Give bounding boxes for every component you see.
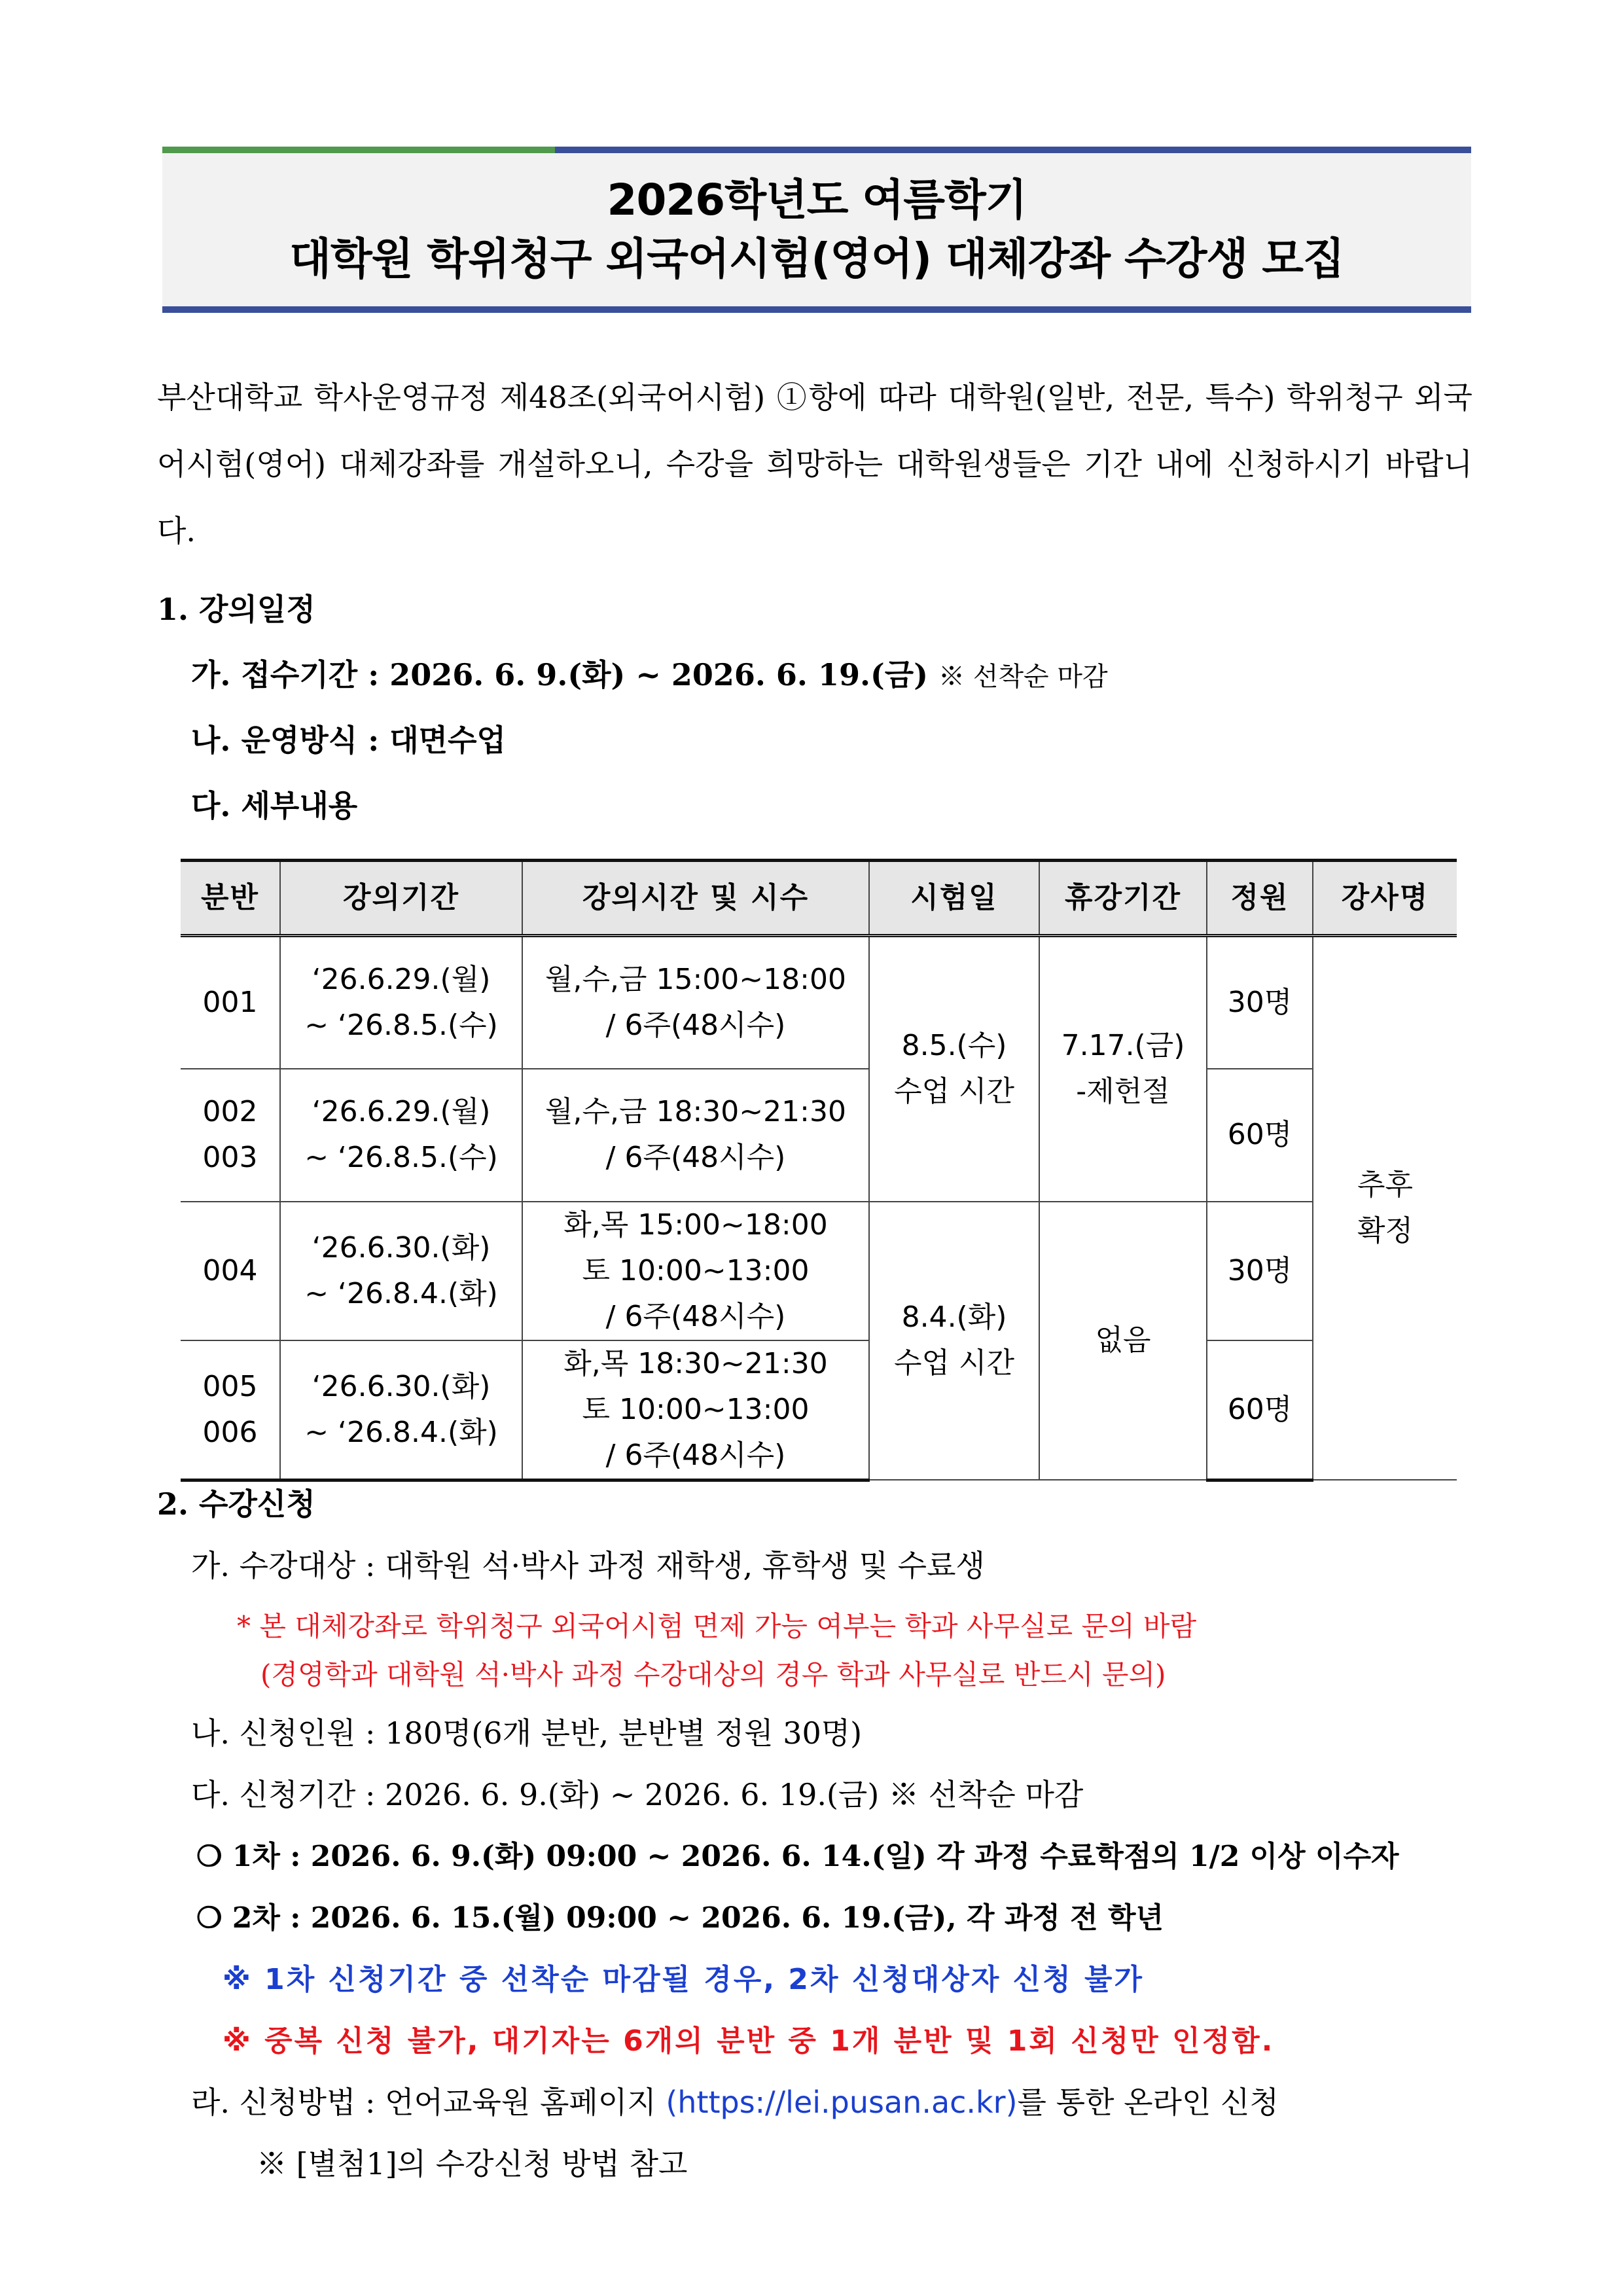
section1-item-c: 다. 세부내용: [191, 788, 358, 823]
section2-heading: 2. 수강신청: [157, 1486, 315, 1522]
intro-paragraph: 부산대학교 학사운영규정 제48조(외국어시험) ①항에 따라 대학원(일반, 전문, 특수) 학위청구 외국어시험(영어) 대체강좌를 개설하오니, 수강을 희망하는 대학원생들은 기간 내에 신청하시기 바랍니다.: [157, 380, 1472, 548]
cell-period: ‘26.6.30.(화) ~ ‘26.8.4.(화): [280, 1202, 522, 1340]
cell-capacity: 30명: [1207, 936, 1313, 1069]
cell-time: 화,목 15:00~18:00 토 10:00~13:00 / 6주(48시수): [522, 1202, 869, 1340]
round-note-blue: ※ 1차 신청기간 중 선착순 마감될 경우, 2차 신청대상자 신청 불가: [223, 1963, 1144, 1996]
homepage-link[interactable]: (https://lei.pusan.ac.kr): [666, 2085, 1018, 2120]
section1-heading: 1. 강의일정: [157, 592, 315, 627]
cell-time: 화,목 18:30~21:30 토 10:00~13:00 / 6주(48시수): [522, 1340, 869, 1480]
table-row: [181, 1340, 1457, 1480]
header-capacity: 정원: [1207, 861, 1313, 936]
section1-item-b: 나. 운영방식 : 대면수업: [191, 723, 506, 758]
header-section: 분반: [181, 861, 280, 936]
round2-schedule: ❍ 2차 : 2026. 6. 15.(월) 09:00 ~ 2026. 6. 19.(금), 각 과정 전 학년: [196, 1901, 1164, 1935]
cell-exam-day: 8.4.(화) 수업 시간: [869, 1202, 1039, 1480]
header-period: 강의기간: [280, 861, 522, 936]
header-exam: 시험일: [869, 861, 1039, 936]
cell-break-period: 없음: [1039, 1202, 1207, 1480]
section2-item-c: 다. 신청기간 : 2026. 6. 9.(화) ∼ 2026. 6. 19.(금) ※ 선착순 마감: [191, 1777, 1084, 1812]
table-header-row: [181, 861, 1457, 936]
cell-exam-day: 8.5.(수) 수업 시간: [869, 936, 1039, 1202]
section2-item-b: 나. 신청인원 : 180명(6개 분반, 분반별 정원 30명): [191, 1715, 863, 1751]
cell-capacity: 30명: [1207, 1202, 1313, 1340]
table-row: [181, 1069, 1457, 1202]
title-line-1: 2026학년도 여름학기: [607, 175, 1027, 225]
table-row: [181, 1202, 1457, 1340]
cell-instructor: 추후 확정: [1313, 936, 1457, 1480]
title-top-rule: [162, 147, 1471, 153]
title-box: [162, 147, 1471, 313]
method-prefix: 라. 신청방법 : 언어교육원 홈페이지: [191, 2085, 666, 2120]
header-break: 휴강기간: [1039, 861, 1207, 936]
header-instructor: 강사명: [1313, 861, 1457, 936]
table-row: [181, 936, 1457, 1069]
section2-item-a: 가. 수강대상 : 대학원 석·박사 과정 재학생, 휴학생 및 수료생: [191, 1548, 985, 1583]
title-line-2: 대학원 학위청구 외국어시험(영어) 대체강좌 수강생 모집: [289, 234, 1344, 284]
title-bottom-rule: [162, 306, 1471, 313]
cell-period: ‘26.6.29.(월) ~ ‘26.8.5.(수): [280, 1069, 522, 1202]
first-come-note: ※ 선착순 마감: [938, 662, 1108, 692]
section1-item-a: [191, 651, 1108, 694]
exemption-note: * 본 대체강좌로 학위청구 외국어시험 면제 가능 여부는 학과 사무실로 문의 바람: [237, 1610, 1197, 1642]
round1-schedule: ❍ 1차 : 2026. 6. 9.(화) 09:00 ~ 2026. 6. 14.(일) 각 과정 수료학점의 1/2 이상 이수자: [196, 1840, 1399, 1873]
registration-period: 가. 접수기간 : 2026. 6. 9.(화) ~ 2026. 6. 19.(금): [191, 657, 928, 692]
section2-item-d: [191, 2079, 1279, 2122]
cell-period: ‘26.6.30.(화) ~ ‘26.8.4.(화): [280, 1340, 522, 1480]
cell-section: 001: [181, 936, 280, 1069]
duplicate-note-red: ※ 중복 신청 불가, 대기자는 6개의 분반 중 1개 분반 및 1회 신청만 인정함.: [223, 2024, 1275, 2058]
cell-capacity: 60명: [1207, 1340, 1313, 1480]
header-time: 강의시간 및 시수: [522, 861, 869, 936]
cell-section: 005 006: [181, 1340, 280, 1480]
cell-time: 월,수,금 18:30~21:30 / 6주(48시수): [522, 1069, 869, 1202]
cell-section: 004: [181, 1202, 280, 1340]
schedule-table: [181, 859, 1457, 1482]
cell-time: 월,수,금 15:00~18:00 / 6주(48시수): [522, 936, 869, 1069]
cell-break-period: 7.17.(금) -제헌절: [1039, 936, 1207, 1202]
business-school-note: (경영학과 대학원 석·박사 과정 수강대상의 경우 학과 사무실로 반드시 문의): [260, 1659, 1166, 1691]
cell-period: ‘26.6.29.(월) ~ ‘26.8.5.(수): [280, 936, 522, 1069]
cell-section: 002 003: [181, 1069, 280, 1202]
attachment-note: ※ [별첨1]의 수강신청 방법 참고: [257, 2146, 688, 2181]
method-suffix: 를 통한 온라인 신청: [1017, 2085, 1279, 2120]
cell-capacity: 60명: [1207, 1069, 1313, 1202]
